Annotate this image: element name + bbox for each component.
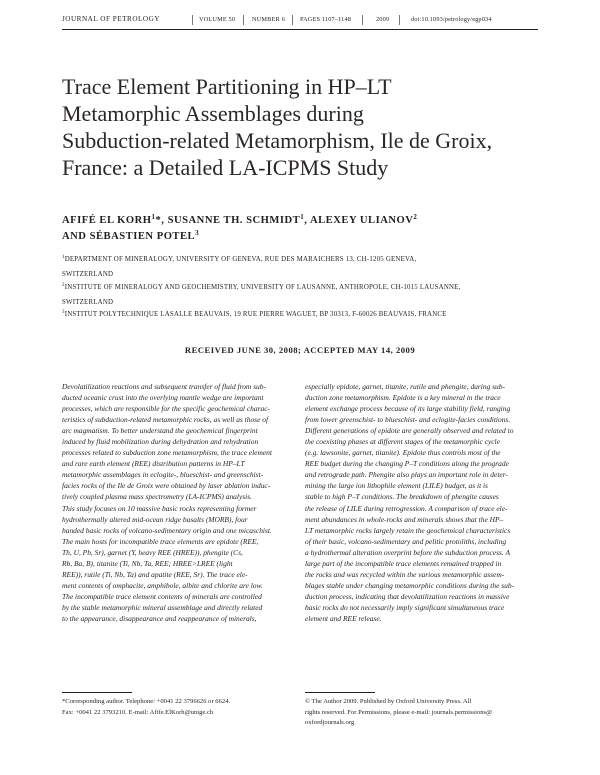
article-title [62, 73, 542, 181]
affiliation-line: SWITZERLAND [62, 298, 114, 306]
header-separator [192, 15, 193, 25]
title-line: France: a Detailed LA-ICPMS Study [62, 155, 389, 180]
abstract-line: banded basic rocks of volcano-sedimentary origin and one micaschist. [62, 525, 272, 535]
affiliation-1 [62, 253, 542, 282]
affiliation-line: SWITZERLAND [62, 270, 114, 278]
header-separator [243, 15, 244, 25]
affiliation-marker: 1 [62, 255, 65, 260]
abstract-line: Th, U, Pb, Sr), garnet (Y, heavy REE (HREE)), phengite (Cs, [62, 547, 243, 557]
doi[interactable]: doi:10.1093/petrology/egp034 [411, 16, 492, 23]
abstract-line: (e.g. lawsonite, garnet, titanite). Epidote thus controls most of the [305, 448, 501, 458]
author-affiliation-marker: 3 [195, 229, 200, 237]
abstract-line: duction zone metamorphism. Epidote is a key mineral in the trace [305, 393, 501, 403]
footnote-line: *Corresponding author. Telephone: +0041 22 3796626 or 6624. [62, 698, 231, 705]
affiliation-2 [62, 281, 542, 310]
footnote-line[interactable]: oxfordjournals.org [305, 719, 355, 727]
abstract-line: LT metamorphic rocks largely retain the geochemical characteristics [305, 525, 511, 535]
footnote-line[interactable]: Fax: +0041 22 3793210. E-mail: Afife.ElKorh@unige.ch [62, 708, 214, 716]
affiliation-marker: 3 [62, 310, 65, 315]
affiliation-text: DEPARTMENT OF MINERALOGY, UNIVERSITY OF GENEVA, RUE DES MARAICHERS 13, CH-1205 GENEVA, [64, 256, 417, 263]
footnote-rule [305, 692, 375, 693]
abstract-line: Devolatilization reactions and subsequent transfer of fluid from sub- [62, 382, 266, 391]
abstract-line: a hydrothermal alteration overprint before the subduction process. A [305, 547, 510, 557]
header-separator [362, 15, 363, 25]
header-rule [62, 29, 538, 30]
author-name: ALEXEY ULIANOV [309, 215, 414, 226]
affiliation-line [62, 253, 542, 268]
corresponding-author-footnote [62, 697, 288, 718]
abstract-line: element exchange process because of its large stability field, ranging [305, 404, 511, 414]
abstract-line: This study focuses on 10 massive basic rocks representing former [62, 503, 257, 513]
header-separator [292, 15, 293, 25]
abstract-line: processes, which are responsible for the specific geochemical charac- [62, 404, 270, 414]
year: 2009 [376, 16, 390, 23]
abstract-line: facies rocks of the Ile de Groix were obtained by laser ablation induc- [62, 481, 271, 491]
abstract-right-column [305, 381, 540, 624]
abstract-line: Rb, Ba, B), titanite (Ti, Nb, Ta, REE; HREE>LREE (light [62, 558, 233, 568]
footnote-line[interactable]: rights reserved. For Permissions, please e-mail: journals.permissions@ [305, 708, 493, 716]
abstract-line: The incompatible trace element contents of minerals are controlled [62, 591, 262, 601]
issue-number: NUMBER 6 [252, 16, 285, 23]
abstract-line: large part of the incompatible trace elements remained trapped in [305, 558, 502, 568]
abstract-line: The main hosts for incompatible trace elements are epidote (REE, [62, 536, 259, 546]
abstract-line: the release of LILE during retrogression. A comparison of trace ele- [305, 503, 508, 513]
volume: VOLUME 50 [199, 16, 236, 23]
affiliation-marker: 2 [62, 283, 65, 288]
affiliation-text: INSTITUTE OF MINERALOGY AND GEOCHEMISTRY, UNIVERSITY OF LAUSANNE, ANTHROPOLE, CH-1015 LAUSANNE, [64, 284, 461, 291]
abstract-line: REE budget during the changing P–T conditions along the prograde [305, 459, 509, 469]
abstract-line: processes related to subduction zone metamorphism, the trace element [62, 448, 272, 458]
abstract-line: metamorphic assemblages in eclogite-, blueschist- and greenschist- [62, 470, 264, 480]
abstract-line: blages stable under changing metamorphic conditions during the sub- [305, 580, 515, 590]
abstract-line: especially epidote, garnet, titanite, rutile and phengite, during sub- [305, 382, 505, 391]
header-separator [399, 15, 400, 25]
author-name: AFIFÉ EL KORH [62, 215, 152, 226]
abstract-line: mining the large ion lithophile element (LILE) budget, as it is [305, 481, 488, 491]
abstract-line: of their basic, volcano-sedimentary and pelitic protoliths, including [305, 536, 507, 546]
received-accepted-dates: RECEIVED JUNE 30, 2008; ACCEPTED MAY 14, 2009 [184, 345, 416, 355]
abstract-line: by the stable metamorphic mineral assemblage and directly related [62, 602, 263, 612]
affiliation-line [62, 308, 542, 323]
abstract-line: ducted oceanic crust into the overlying mantle wedge are important [62, 393, 264, 403]
author-affiliation-marker: 1 [151, 213, 156, 221]
abstract-line: the rocks and was recycled within the various metamorphic assem- [305, 569, 505, 579]
author-affiliation-marker: 2 [413, 213, 418, 221]
copyright-notice [305, 697, 539, 729]
abstract-line: tively coupled plasma mass spectrometry (LA-ICPMS) analysis. [62, 492, 252, 502]
footnote-line: © The Author 2009. Published by Oxford University Press. All [305, 698, 472, 705]
abstract-left-column [62, 381, 294, 624]
running-header [62, 14, 546, 28]
author-name: AND SÉBASTIEN POTEL [62, 231, 196, 242]
pages: PAGES 1107–1148 [300, 16, 352, 23]
title-line: Metamorphic Assemblages during [62, 101, 364, 126]
author-line [62, 213, 542, 229]
abstract-line: stable to high P–T conditions. The breakdown of phengite causes [305, 492, 499, 502]
abstract-line: the coexisting phases at different stages of the metamorphic cycle [305, 437, 500, 447]
abstract-line: and rare earth element (REE) distribution patterns in HP–LT [62, 459, 245, 469]
abstract-line: teristics of subduction-related metamorphic rocks, as well as those of [62, 415, 269, 425]
journal-name: JOURNAL OF PETROLOGY [62, 15, 160, 23]
abstract-line: arc magmatism. To better understand the geochemical fingerprint [62, 426, 258, 436]
abstract-line: from lower greenschist- to blueschist- and eclogite-facies conditions. [305, 415, 511, 425]
affiliation-line [62, 281, 542, 296]
title-line: Trace Element Partitioning in HP–LT [62, 74, 392, 99]
abstract-line: induced by fluid mobilization during dehydration and rehydration [62, 437, 259, 447]
affiliation-3 [62, 308, 542, 323]
author-list [62, 213, 542, 245]
affiliation-text: INSTITUT POLYTECHNIQUE LASALLE BEAUVAIS, 19 RUE PIERRE WAGUET, BP 30313, F-60026 BEAUVAIS, FRANCE [64, 311, 447, 318]
author-separator: , [304, 215, 310, 226]
abstract-line: duction process, indicating that devolatilization reactions in massive [305, 591, 510, 601]
abstract-line: ment abundances in whole-rocks and minerals shows that the HP– [305, 514, 504, 524]
author-affiliation-marker: 1 [300, 213, 305, 221]
abstract-line: REE)), rutile (Ti, Nb, Ta) and apatite (REE, Sr). The trace ele- [62, 569, 248, 579]
footnote-rule [62, 692, 132, 693]
abstract-line: hydrothermally altered mid-ocean ridge basalts (MORB), four [62, 514, 248, 524]
abstract-line: element and REE release. [305, 613, 382, 623]
author-separator: *, [155, 215, 168, 226]
abstract-line: basic rocks do not necessarily imply significant simultaneous trace [305, 602, 505, 612]
abstract-line: to the appearance, disappearance and reappearance of minerals, [62, 613, 257, 623]
abstract-line: ment contents of omphacite, amphibole, albite and chlorite are low. [62, 580, 263, 590]
abstract-line: Different generations of epidote are generally observed and related to [305, 426, 514, 436]
abstract-line: and retrograde path. Phengite also plays an important role in deter- [305, 470, 508, 480]
author-line [62, 229, 542, 245]
title-line: Subduction-related Metamorphism, Ile de Groix, [62, 128, 493, 153]
author-name: SUSANNE TH. SCHMIDT [167, 215, 301, 226]
